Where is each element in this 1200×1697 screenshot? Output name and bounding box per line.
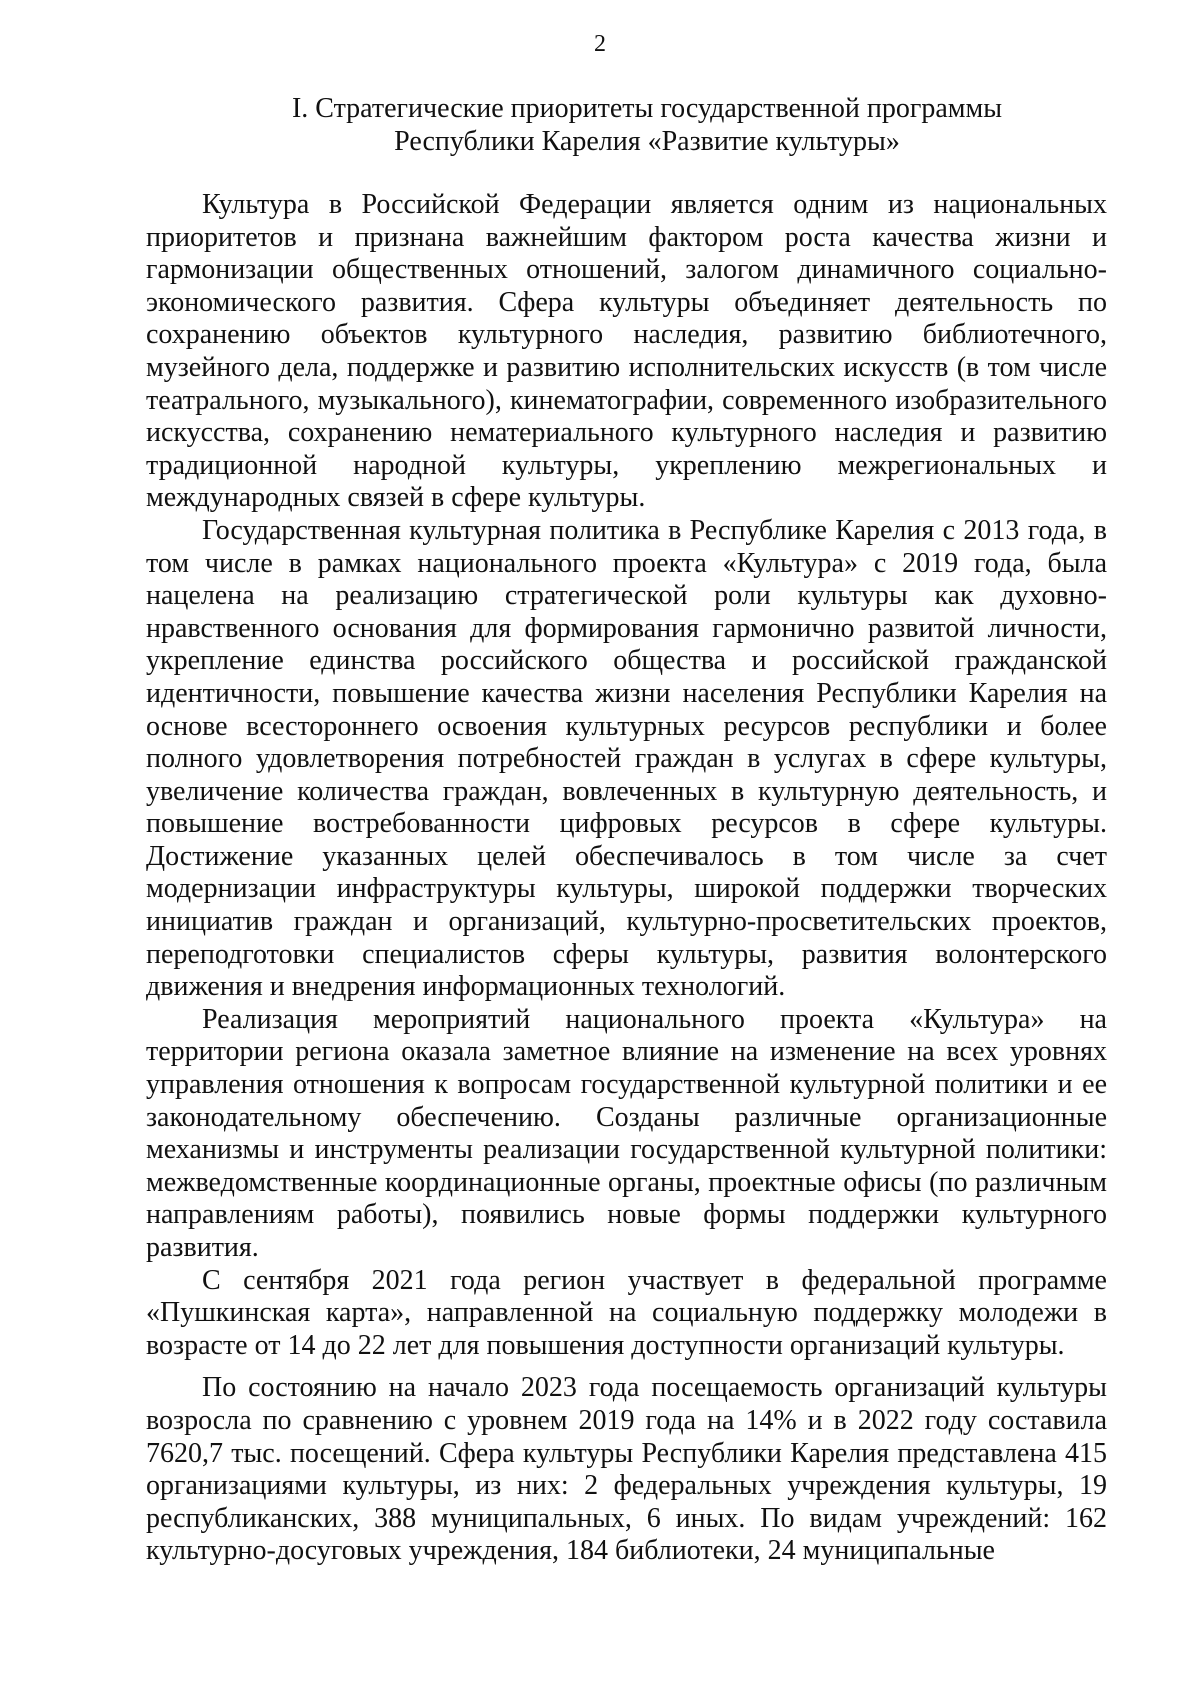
document-body (146, 189, 1107, 1568)
page-number: 2 (594, 31, 606, 57)
section-heading-line-1: I. Стратегические приоритеты государственной программы (291, 93, 1003, 124)
paragraph-pushkin-card: С сентября 2021 года регион участвует в федеральной программе «Пушкинская карта», направленной на социальную поддержку молодежи в возрасте от 14 до 22 лет для повышения доступности организаций культуры. (146, 1264, 1107, 1361)
paragraph-cultural-policy: Государственная культурная политика в Республике Карелия с 2013 года, в том числе в рамках национального проекта «Культура» с 2019 года, была нацелена на реализацию стратегической роли культуры как духовно-нравственного основания для формирования гармонично развитой личности, укрепление единства российского общества и российской гражданской идентичности, повышение качества жизни населения Республики Карелия на основе всестороннего освоения культурных ресурсов республики и более полного удовлетворения потребностей граждан в услугах в сфере культуры, увеличение количества граждан, вовлеченных в культурную деятельность, и повышение востребованности цифровых ресурсов в сфере культуры. Достижение указанных целей обеспечивалось в том числе за счет модернизации инфраструктуры культуры, широкой поддержки творческих инициатив граждан и организаций, культурно-просветительских проектов, переподготовки специалистов сферы культуры, развития волонтерского движения и внедрения информационных технологий. (146, 514, 1107, 1003)
paragraph-culture-priorities: Культура в Российской Федерации является одним из национальных приоритетов и признана важнейшим фактором роста качества жизни и гармонизации общественных отношений, залогом динамичного социально-экономического развития. Сфера культуры объединяет деятельность по сохранению объектов культурного наследия, развитию библиотечного, музейного дела, поддержке и развитию исполнительских искусств (в том числе театрального, музыкального), кинематографии, современного изобразительного искусства, сохранению нематериального культурного наследия и развитию традиционной народной культуры, укреплению межрегиональных и международных связей в сфере культуры. (146, 189, 1107, 514)
paragraph-national-project: Реализация мероприятий национального проекта «Культура» на территории региона оказала заметное влияние на изменение на всех уровнях управления отношения к вопросам государственной культурной политики и ее законодательному обеспечению. Созданы различные организационные механизмы и инструменты реализации государственной культурной политики: межведомственные координационные органы, проектные офисы (по различным направлениям работы), появились новые формы поддержки культурного развития. (146, 1003, 1107, 1263)
section-heading-line-2: Республики Карелия «Развитие культуры» (394, 126, 900, 157)
section-heading (146, 92, 1148, 158)
paragraph-attendance-statistics: По состоянию на начало 2023 года посещаемость организаций культуры возросла по сравнению с уровнем 2019 года на 14% и в 2022 году составила 7620,7 тыс. посещений. Сфера культуры Республики Карелия представлена 415 организациями культуры, из них: 2 федеральных учреждения культуры, 19 республиканских, 388 муниципальных, 6 иных. По видам учреждений: 162 культурно-досуговых учреждения, 184 библиотеки, 24 муниципальные (146, 1372, 1107, 1567)
